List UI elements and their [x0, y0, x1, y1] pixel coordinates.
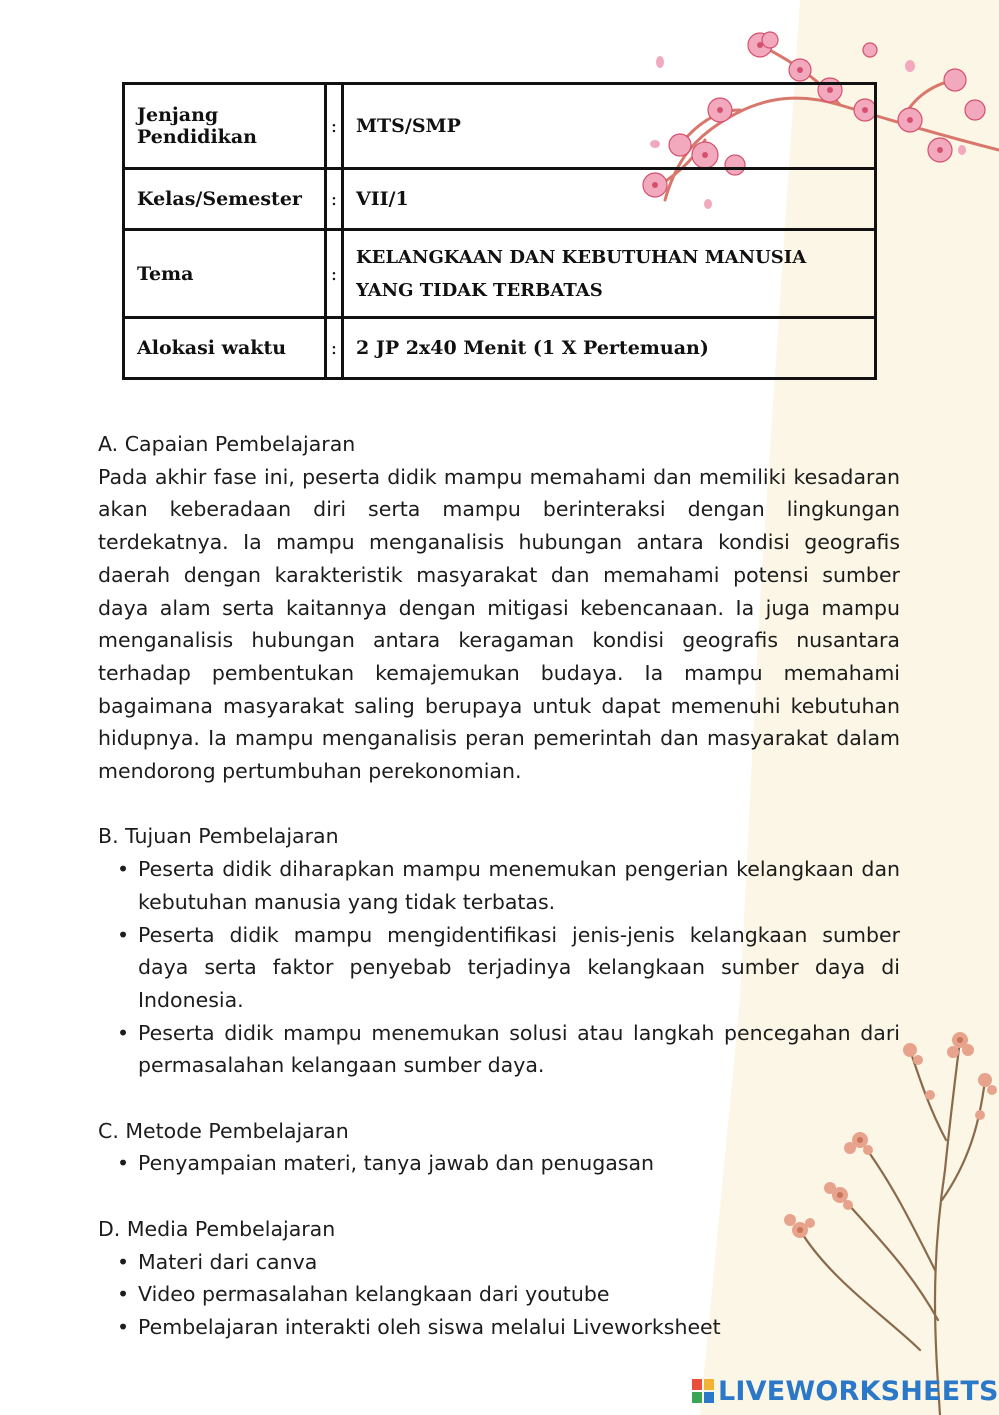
table-row: [124, 230, 876, 318]
row-value: 2 JP 2x40 Menit (1 X Pertemuan): [343, 318, 876, 379]
bullet-icon: •: [117, 922, 130, 947]
row-value: KELANGKAAN DAN KEBUTUHAN MANUSIA YANG TIDAK TERBATAS: [343, 230, 876, 318]
list-item: • Peserta didik diharapkan mampu menemukan pengerian kelangkaan dan kebutuhan manusia yang tidak terbatas.: [138, 853, 900, 918]
table-row: [124, 318, 876, 379]
row-label: Alokasi waktu: [124, 318, 326, 379]
logo-text: LIVEWORKSHEETS: [718, 1375, 999, 1407]
row-colon: :: [326, 84, 343, 169]
section-a-text: Pada akhir fase ini, peserta didik mampu memahami dan memiliki kesadaran akan keberadaan diri serta mampu berinteraksi dengan lingkungan terdekatnya. Ia mampu menganalisis hubungan antara kondisi geografis daerah dengan karakteristik masyarakat dan memahami potensi sumber daya alam serta kaitannya dengan mitigasi kebencanaan. Ia juga mampu menganalisis hubungan antara keragaman kondisi geografis nusantara terhadap pembentukan kemajemukan budaya. Ia mampu memahami bagaimana masyarakat saling berupaya untuk dapat memenuhi kebutuhan hidupnya. Ia mampu menganalisis peran pemerintah dan masyarakat dalam mendorong pertumbuhan perekonomian.: [98, 464, 900, 784]
wildflower-decoration: [770, 1020, 999, 1415]
section-b-heading: B. Tujuan Pembelajaran: [98, 824, 339, 849]
row-label: Jenjang Pendidikan: [124, 84, 326, 169]
list-item: • Peserta didik mampu mengidentifikasi jenis-jenis kelangkaan sumber daya serta faktor penyebab terjadinya kelangkaan sumber daya di Indonesia.: [138, 919, 900, 1017]
bullet-icon: •: [117, 1020, 130, 1045]
list-item: • Video permasalahan kelangkaan dari youtube: [138, 1278, 900, 1311]
section-c-heading: C. Metode Pembelajaran: [98, 1118, 349, 1143]
list-item: • Pembelajaran interakti oleh siswa melalui Liveworksheet: [138, 1311, 900, 1344]
row-value: MTS/SMP: [343, 84, 876, 169]
section-d-heading: D. Media Pembelajaran: [98, 1216, 336, 1241]
row-colon: :: [326, 169, 343, 230]
bullet-icon: •: [117, 1249, 130, 1274]
bullet-icon: •: [117, 857, 130, 882]
row-colon: :: [326, 230, 343, 318]
list-item: • Penyampaian materi, tanya jawab dan penugasan: [138, 1147, 900, 1180]
table-row: [124, 84, 876, 169]
liveworksheets-logo: [692, 1374, 999, 1408]
row-value: VII/1: [343, 169, 876, 230]
row-label: Kelas/Semester: [124, 169, 326, 230]
bullet-icon: •: [117, 1151, 130, 1176]
table-row: [124, 169, 876, 230]
list-item: • Peserta didik mampu menemukan solusi atau langkah pencegahan dari permasalahan kelangaan sumber daya.: [138, 1017, 900, 1082]
section-a-heading: A. Capaian Pembelajaran: [98, 432, 356, 456]
row-colon: :: [326, 318, 343, 379]
list-item: • Materi dari canva: [138, 1246, 900, 1279]
row-label: Tema: [124, 230, 326, 318]
liveworksheets-logo-icon: [692, 1379, 714, 1403]
lesson-info-table: [122, 82, 877, 380]
bullet-icon: •: [117, 1314, 130, 1339]
bullet-icon: •: [117, 1282, 130, 1307]
